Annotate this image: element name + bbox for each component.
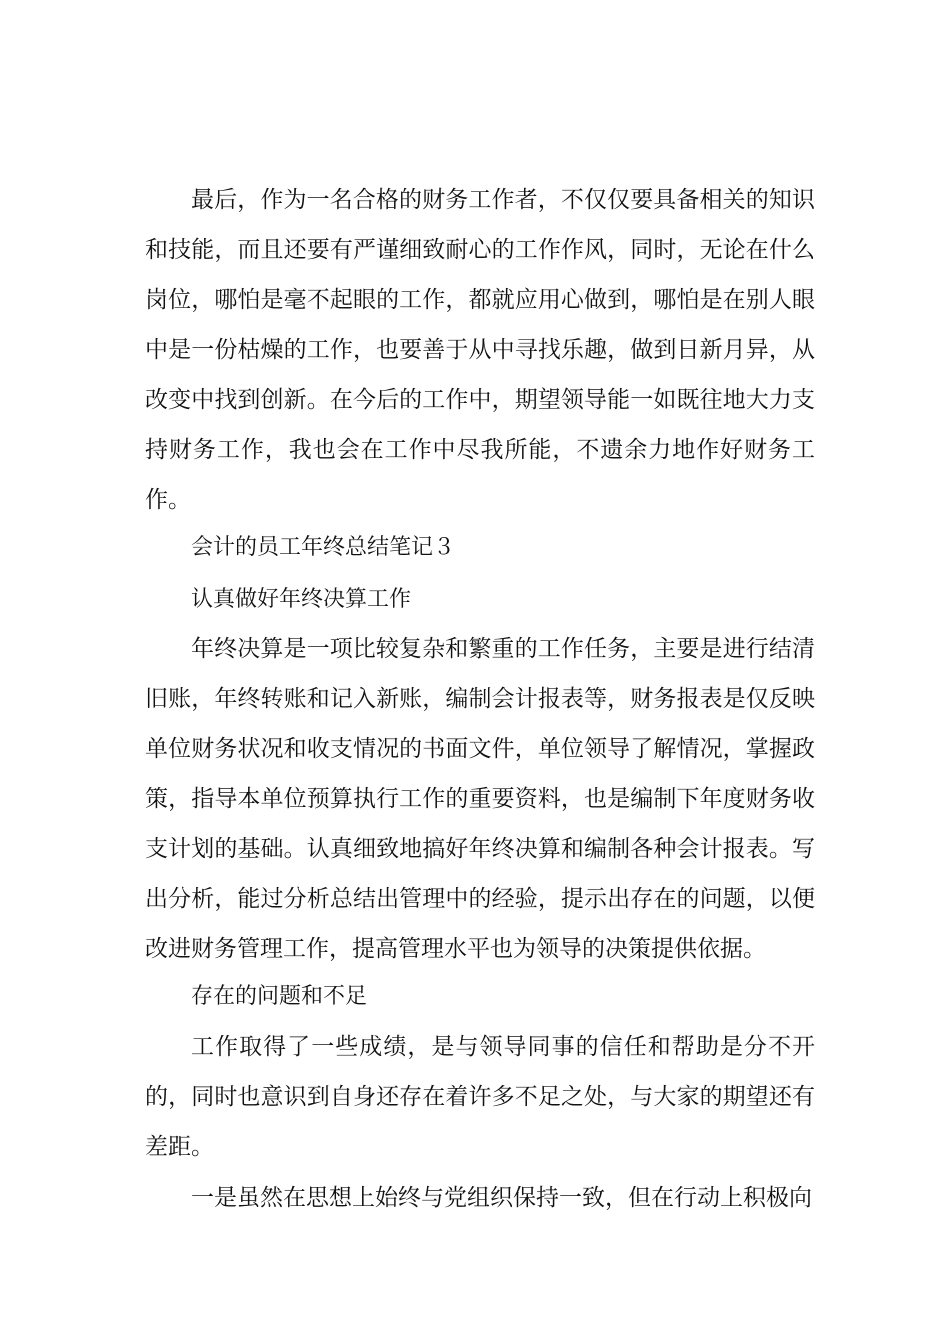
subheading-settlement: 认真做好年终决算工作 [191, 587, 412, 612]
paragraph-problems: 工作取得了一些成绩，是与领导同事的信任和帮助是分不开的，同时也意识到自身还存在着许多不足之处，与大家的期望还有差距。 [145, 1034, 815, 1160]
section-title: 会计的员工年终总结笔记３ [191, 535, 456, 560]
subheading-problems: 存在的问题和不足 [191, 984, 368, 1009]
paragraph-final: 最后，作为一名合格的财务工作者，不仅仅要具备相关的知识和技能，而且还要有严谨细致耐心的工作作风，同时，无论在什么岗位，哪怕是毫不起眼的工作，都就应用心做到，哪怕是在别人眼中是一份枯燥的工作，也要善于从中寻找乐趣，做到日新月异，从改变中找到创新。在今后的工作中，期望领导能一如既往地大力支持财务工作，我也会在工作中尽我所能，不遗余力地作好财务工作。 [145, 187, 815, 513]
paragraph-settlement: 年终决算是一项比较复杂和繁重的工作任务，主要是进行结清旧账，年终转账和记入新账，编制会计报表等，财务报表是仅反映单位财务状况和收支情况的书面文件，单位领导了解情况，掌握政策，指导本单位预算执行工作的重要资料，也是编制下年度财务收支计划的基础。认真细致地搞好年终决算和编制各种会计报表。写出分析，能过分析总结出管理中的经验，提示出存在的问题，以便改进财务管理工作，提高管理水平也为领导的决策提供依据。 [145, 636, 815, 962]
paragraph-first-point: 一是虽然在思想上始终与党组织保持一致，但在行动上积极向 [191, 1185, 812, 1211]
